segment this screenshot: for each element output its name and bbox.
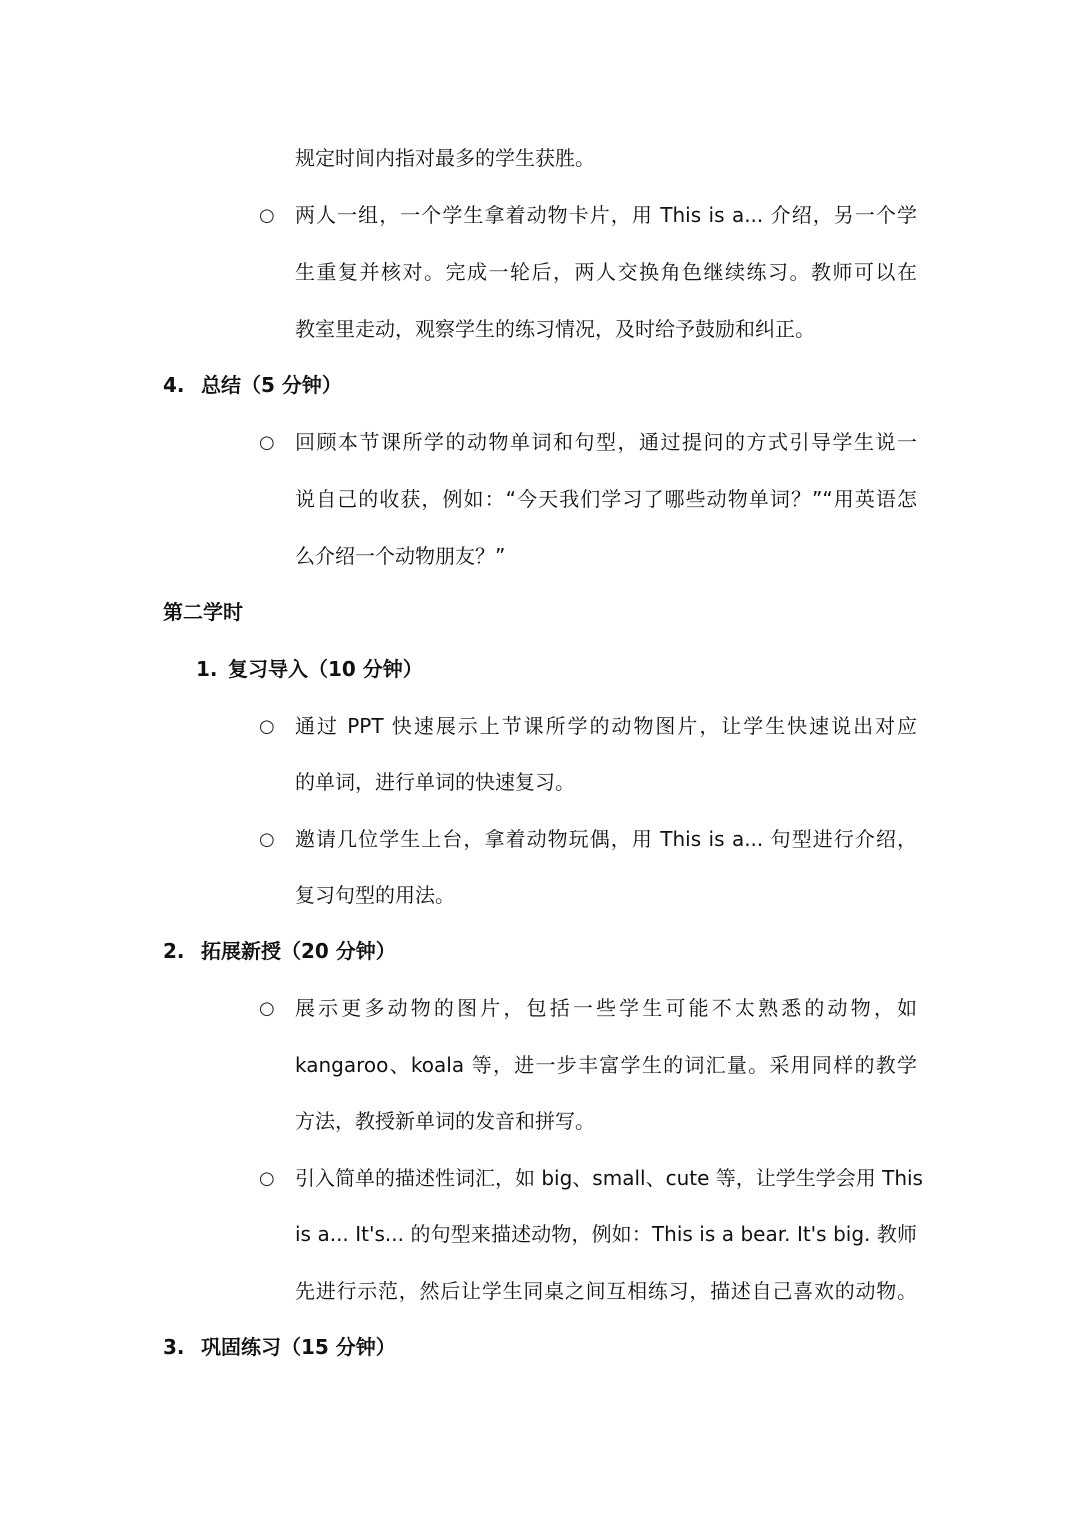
new-lesson-line-3: 方法，教授新单词的发音和拼写。 xyxy=(295,1109,595,1133)
new-lesson-line-5: is a... It's... 的句型来描述动物，例如：This is a bear. It's big. 教师 xyxy=(295,1222,917,1246)
heading-number: 2. xyxy=(163,939,185,963)
review-line-2: 的单词，进行单词的快速复习。 xyxy=(295,770,575,794)
review-line-3: 邀请几位学生上台，拿着动物玩偶，用 This is a... 句型进行介绍， xyxy=(295,827,917,851)
heading-title: 复习导入（10 分钟） xyxy=(228,657,423,681)
heading-new-lesson xyxy=(163,937,396,965)
summary-line-1: 回顾本节课所学的动物单词和句型，通过提问的方式引导学生说一 xyxy=(295,430,917,454)
heading-title: 拓展新授（20 分钟） xyxy=(201,939,396,963)
summary-line-3: 么介绍一个动物朋友？” xyxy=(295,544,506,568)
bullet-icon: ○ xyxy=(259,998,275,1019)
lesson-two-title: 第二学时 xyxy=(163,600,243,624)
review-line-1: 通过 PPT 快速展示上节课所学的动物图片，让学生快速说出对应 xyxy=(295,714,917,738)
heading-number: 3. xyxy=(163,1335,185,1359)
pair-practice-line-1: 两人一组，一个学生拿着动物卡片，用 This is a... 介绍，另一个学 xyxy=(295,203,917,227)
bullet-icon: ○ xyxy=(259,432,275,453)
item3-continuation-line: 规定时间内指对最多的学生获胜。 xyxy=(295,146,595,170)
review-line-4: 复习句型的用法。 xyxy=(295,883,455,907)
bullet-icon: ○ xyxy=(259,829,275,850)
bullet-icon: ○ xyxy=(259,716,275,737)
pair-practice-line-3: 教室里走动，观察学生的练习情况，及时给予鼓励和纠正。 xyxy=(295,317,815,341)
new-lesson-line-2: kangaroo、koala 等，进一步丰富学生的词汇量。采用同样的教学 xyxy=(295,1053,917,1077)
heading-title: 总结（5 分钟） xyxy=(201,373,342,397)
pair-practice-line-2: 生重复并核对。完成一轮后，两人交换角色继续练习。教师可以在 xyxy=(295,260,917,284)
heading-number: 4. xyxy=(163,373,185,397)
bullet-icon: ○ xyxy=(259,1168,275,1189)
bullet-icon: ○ xyxy=(259,205,275,226)
heading-review xyxy=(196,655,423,683)
new-lesson-line-1: 展示更多动物的图片，包括一些学生可能不太熟悉的动物，如 xyxy=(295,996,917,1020)
new-lesson-line-6: 先进行示范，然后让学生同桌之间互相练习，描述自己喜欢的动物。 xyxy=(295,1279,917,1303)
heading-summary xyxy=(163,371,342,399)
heading-number: 1. xyxy=(196,657,218,681)
new-lesson-line-4: 引入简单的描述性词汇，如 big、small、cute 等，让学生学会用 This xyxy=(295,1166,923,1190)
heading-practice xyxy=(163,1333,396,1361)
summary-line-2: 说自己的收获，例如：“今天我们学习了哪些动物单词？”“用英语怎 xyxy=(295,487,917,511)
heading-title: 巩固练习（15 分钟） xyxy=(201,1335,396,1359)
